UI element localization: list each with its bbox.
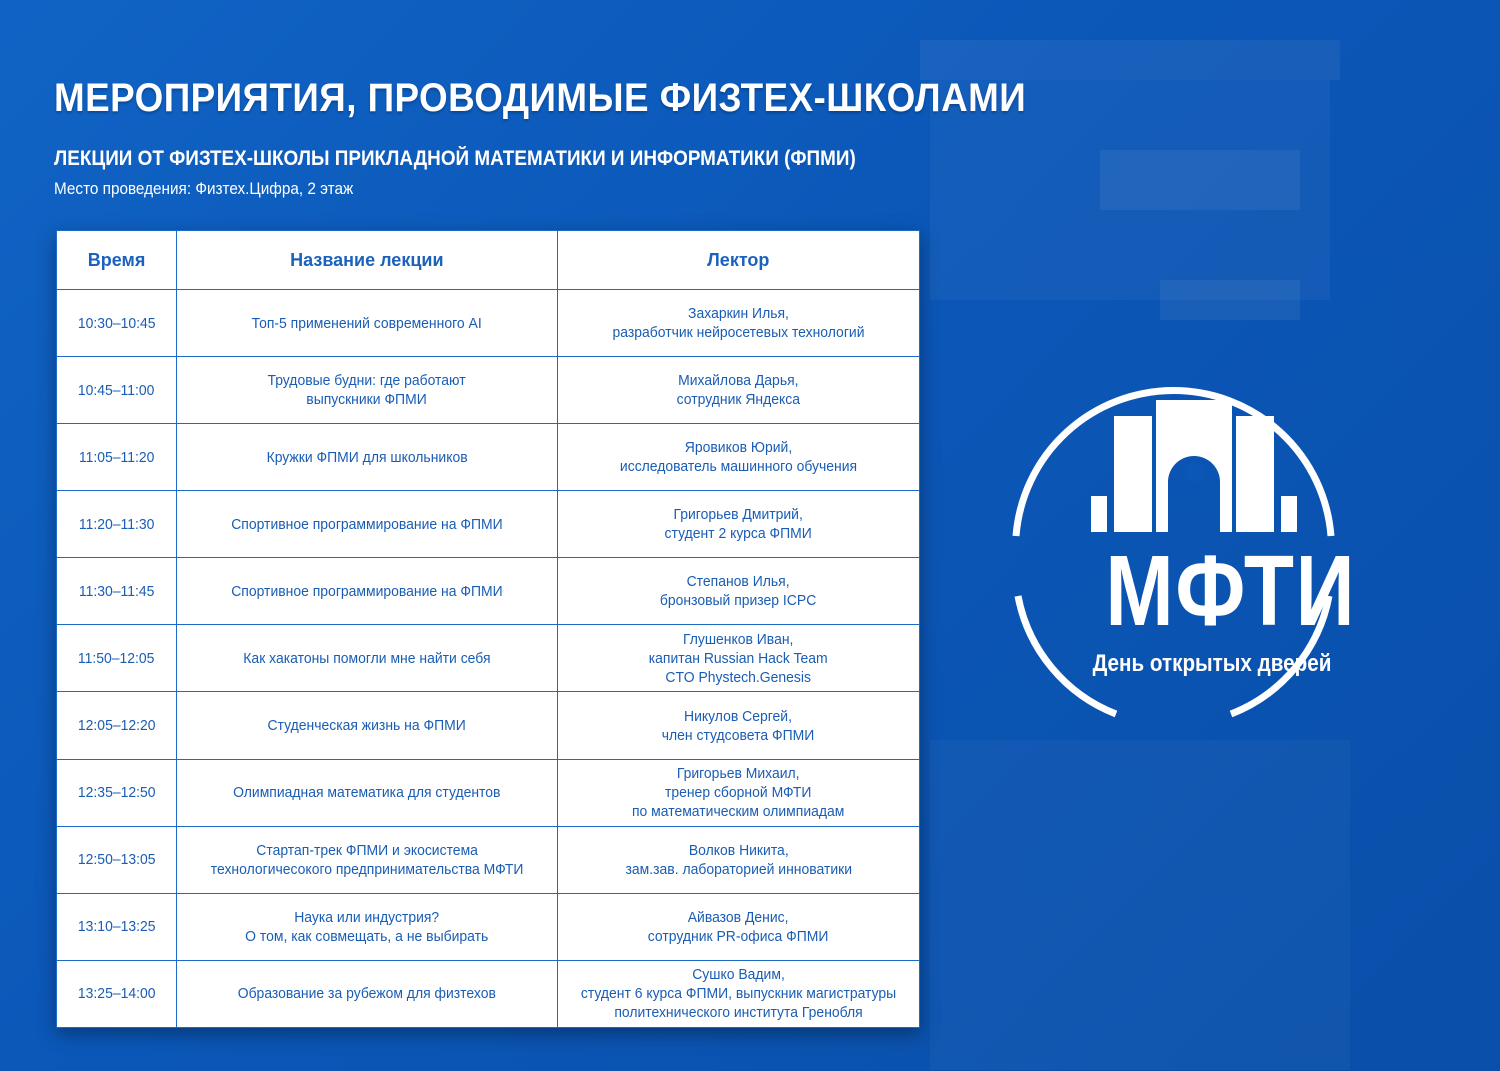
lecturer-text: Григорьев Михаил, тренер сборной МФТИ по математическим олимпиадам <box>632 765 845 821</box>
time-text: 10:45–11:00 <box>78 381 155 399</box>
page-subtitle: ЛЕКЦИИ ОТ ФИЗТЕХ-ШКОЛЫ ПРИКЛАДНОЙ МАТЕМАТИКИ И ИНФОРМАТИКИ (ФПМИ) <box>54 147 856 170</box>
lecture-text: Наука или индустрия? О том, как совмещать, а не выбирать <box>245 908 489 945</box>
page-title: МЕРОПРИЯТИЯ, ПРОВОДИМЫЕ ФИЗТЕХ-ШКОЛАМИ <box>54 76 1027 120</box>
lecturer-cell <box>557 558 919 625</box>
lecture-cell <box>177 692 557 759</box>
header-lecturer: Лектор <box>557 231 919 290</box>
lecture-cell <box>177 357 557 424</box>
time-text: 12:50–13:05 <box>77 851 156 869</box>
lecturer-text: Григорьев Дмитрий, студент 2 курса ФПМИ <box>664 506 812 543</box>
lecture-cell <box>177 960 557 1027</box>
time-cell <box>57 960 177 1027</box>
time-text: 12:05–12:20 <box>77 717 156 734</box>
lecturer-cell <box>557 826 919 893</box>
time-text: 11:20–11:30 <box>78 515 155 533</box>
lecturer-text: Сушко Вадим, студент 6 курса ФПМИ, выпускник магистратуры политехнического института Гренобля <box>580 966 896 1022</box>
lecturer-cell <box>557 893 919 960</box>
time-cell <box>57 893 177 960</box>
table-header-row <box>57 231 920 290</box>
lecturer-cell <box>557 692 919 759</box>
time-cell <box>57 357 177 424</box>
time-cell <box>57 759 177 826</box>
time-cell <box>57 625 177 692</box>
table-row <box>57 893 920 960</box>
lecturer-text: Айвазов Денис, сотрудник PR-офиса ФПМИ <box>647 908 829 945</box>
lecturer-text: Глушенков Иван, капитан Russian Hack Team CTO Phystech.Genesis <box>648 630 828 686</box>
building-icon <box>1091 400 1297 532</box>
lecturer-text: Никулов Сергей, член студсовета ФПМИ <box>662 707 815 744</box>
time-cell <box>57 491 177 558</box>
table-row <box>57 826 920 893</box>
lecture-cell <box>177 759 557 826</box>
table-row <box>57 290 920 357</box>
table-row <box>57 759 920 826</box>
table-row <box>57 625 920 692</box>
lecture-text: Студенческая жизнь на ФПМИ <box>267 717 467 734</box>
time-cell <box>57 424 177 491</box>
time-text: 11:05–11:20 <box>78 448 155 466</box>
lecturer-text: Волков Никита, зам.зав. лабораторией инноватики <box>625 841 852 878</box>
lecture-cell <box>177 424 557 491</box>
venue-text: Место проведения: Физтех.Цифра, 2 этаж <box>54 179 354 198</box>
table-row <box>57 960 920 1027</box>
lecturer-cell <box>557 290 919 357</box>
time-cell <box>57 826 177 893</box>
lecture-text: Образование за рубежом для физтехов <box>237 985 496 1003</box>
time-text: 11:30–11:45 <box>78 582 155 600</box>
lecture-cell <box>177 893 557 960</box>
time-cell <box>57 558 177 625</box>
table-row <box>57 491 920 558</box>
time-text: 11:50–12:05 <box>78 649 155 667</box>
schedule-table <box>56 230 920 1028</box>
lecture-cell <box>177 625 557 692</box>
lecture-cell <box>177 558 557 625</box>
lecture-cell <box>177 491 557 558</box>
table-row <box>57 692 920 759</box>
lecture-text: Топ-5 применений современного AI <box>251 314 482 332</box>
time-cell <box>57 692 177 759</box>
logo-name: МФТИ <box>1105 535 1357 647</box>
lecture-text: Спортивное программирование на ФПМИ <box>231 515 503 533</box>
time-text: 13:25–14:00 <box>77 985 156 1003</box>
lecturer-cell <box>557 491 919 558</box>
time-text: 12:35–12:50 <box>77 784 156 802</box>
table-row <box>57 424 920 491</box>
lecturer-text: Михайлова Дарья, сотрудник Яндекса <box>676 372 800 409</box>
lecturer-cell <box>557 759 919 826</box>
lecture-text: Спортивное программирование на ФПМИ <box>231 582 503 600</box>
time-text: 13:10–13:25 <box>77 918 156 936</box>
lecture-cell <box>177 290 557 357</box>
table-row <box>57 558 920 625</box>
lecturer-cell <box>557 357 919 424</box>
lecturer-cell <box>557 424 919 491</box>
lecturer-cell <box>557 960 919 1027</box>
header-lecture: Название лекции <box>177 231 557 290</box>
table-row <box>57 357 920 424</box>
lecture-cell <box>177 826 557 893</box>
lecture-text: Стартап-трек ФПМИ и экосистема технологичесокого предпринимательства МФТИ <box>210 841 524 878</box>
time-cell <box>57 290 177 357</box>
time-text: 10:30–10:45 <box>77 314 156 332</box>
lecturer-text: Яровиков Юрий, исследователь машинного обучения <box>619 439 857 476</box>
lecture-text: Кружки ФПМИ для школьников <box>266 448 468 466</box>
lecture-text: Как хакатоны помогли мне найти себя <box>243 649 491 667</box>
logo-tagline: День открытых дверей <box>1092 650 1332 677</box>
lecturer-text: Захаркин Илья, разработчик нейросетевых технологий <box>612 305 865 342</box>
lecturer-text: Степанов Илья, бронзовый призер ICPC <box>660 573 817 610</box>
lecture-text: Олимпиадная математика для студентов <box>233 784 501 802</box>
lecture-text: Трудовые будни: где работают выпускники ФПМИ <box>267 372 466 409</box>
header-time: Время <box>57 231 177 290</box>
lecturer-cell <box>557 625 919 692</box>
